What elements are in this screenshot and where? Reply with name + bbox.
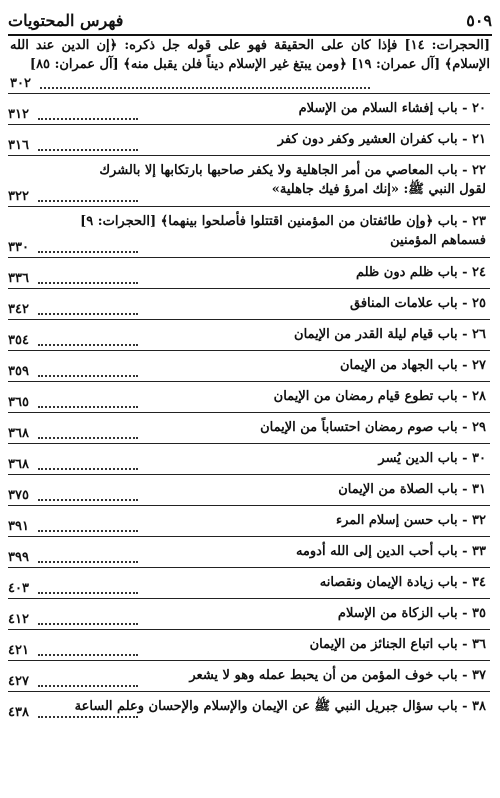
entry-page-ref: ٣٥٩ (8, 364, 29, 379)
entry-title: - باب قيام ليلة القدر من الإيمان (294, 327, 468, 342)
entry-number: ٢٤ (472, 265, 486, 280)
toc-entry (8, 691, 490, 722)
entry-number: ٢٦ (472, 327, 486, 342)
entry-title: - باب الزكاة من الإسلام (337, 606, 468, 621)
entry-title: - باب أحب الدين إلى الله أدومه (295, 544, 468, 559)
toc-page-ref: ٣٠٢ (10, 76, 31, 91)
toc-entry (8, 319, 490, 350)
entry-title: - باب المعاصي من أمر الجاهلية ولا يكفر صاحبها بارتكابها إلا بالشرك لقول النبي ﷺ: «إنك امرؤ فيك جاهلية» (99, 163, 486, 197)
leader-dots (38, 654, 138, 656)
entry-title: - باب خوف المؤمن من أن يحبط عمله وهو لا يشعر (189, 668, 468, 683)
leader-dots (40, 87, 370, 89)
leader-dots (38, 623, 138, 625)
entry-page-ref: ٣٩٩ (8, 550, 29, 565)
toc-entry (8, 288, 490, 319)
leader-dots (38, 437, 138, 439)
entry-page-ref: ٣٥٤ (8, 333, 29, 348)
entry-number: ٢٣ (472, 214, 486, 229)
entry-page-ref: ٣٦٨ (8, 457, 29, 472)
entry-number: ٣٣ (472, 544, 486, 559)
entry-page-ref: ٣١٦ (8, 138, 29, 153)
leader-dots (38, 592, 138, 594)
leader-dots (38, 200, 138, 202)
toc-entry (8, 443, 490, 474)
entry-number: ٣٨ (472, 699, 486, 714)
entry-title: - باب تطوع قيام رمضان من الإيمان (273, 389, 468, 404)
leader-dots (38, 149, 138, 151)
toc-continuation (8, 36, 490, 93)
entry-number: ٣٠ (472, 451, 486, 466)
entry-page-ref: ٣٩١ (8, 519, 29, 534)
entry-page-ref: ٣٢٢ (8, 189, 29, 204)
toc-entry (8, 474, 490, 505)
entry-title: - باب علامات المنافق (350, 296, 468, 311)
entry-number: ٢٨ (472, 389, 486, 404)
toc-entry (8, 155, 490, 206)
leader-dots (38, 406, 138, 408)
leader-dots (38, 313, 138, 315)
entry-title: - باب كفران العشير وكفر دون كفر (277, 132, 468, 147)
leader-dots (38, 530, 138, 532)
entry-title: - باب الدين يُسر (378, 451, 468, 466)
entry-page-ref: ٤١٢ (8, 612, 29, 627)
entry-title: - باب الجهاد من الإيمان (339, 358, 468, 373)
entry-title: - باب صوم رمضان احتساباً من الإيمان (260, 420, 468, 435)
running-title: فهرس المحتويات (8, 10, 124, 30)
toc-entry (8, 350, 490, 381)
entry-title: - باب إفشاء السلام من الإسلام (298, 101, 468, 116)
entry-number: ٣٦ (472, 637, 486, 652)
entry-page-ref: ٣٦٨ (8, 426, 29, 441)
entry-page-ref: ٤٢١ (8, 643, 29, 658)
leader-dots (38, 375, 138, 377)
entry-number: ٢٩ (472, 420, 486, 435)
leader-dots (38, 561, 138, 563)
entry-number: ٣٢ (472, 513, 486, 528)
leader-dots (38, 685, 138, 687)
leader-dots (38, 499, 138, 501)
toc-entry (8, 93, 490, 124)
continuation-text: [الحجرات: ١٤] فإذا كان على الحقيقة فهو على قوله جل ذكره: ﴿إن الدين عند الله الإسلام﴾ [آل عمران: ١٩] ﴿ومن يبتغ غير الإسلام ديناً فلن يقبل منه﴾ [آل عمران: ٨٥] (10, 38, 490, 72)
entry-title: - باب الصلاة من الإيمان (338, 482, 468, 497)
leader-dots (38, 716, 138, 718)
entry-title: - باب ﴿وإن طائفتان من المؤمنين اقتتلوا فأصلحوا بينهما﴾ [الحجرات: ٩] فسماهم المؤمنين (80, 214, 486, 248)
toc-entry (8, 381, 490, 412)
entry-number: ٢١ (472, 132, 486, 147)
entry-title: - باب زيادة الإيمان ونقصانه (319, 575, 468, 590)
entry-page-ref: ٣٣٠ (8, 240, 29, 255)
toc-entry (8, 567, 490, 598)
toc-entry (8, 257, 490, 288)
leader-dots (38, 468, 138, 470)
page-header (8, 6, 492, 36)
toc-entry (8, 536, 490, 567)
toc-entry (8, 206, 490, 257)
toc-entry (8, 598, 490, 629)
entry-page-ref: ٣٦٥ (8, 395, 29, 410)
page-number: ٥٠٩ (466, 10, 492, 30)
entry-number: ٢٢ (472, 163, 486, 178)
entry-title: - باب سؤال جبريل النبي ﷺ عن الإيمان والإسلام والإحسان وعلم الساعة (74, 699, 468, 714)
leader-dots (38, 282, 138, 284)
entry-page-ref: ٣٤٢ (8, 302, 29, 317)
entry-number: ٣١ (472, 482, 486, 497)
entry-number: ٢٠ (472, 101, 486, 116)
toc-entry (8, 505, 490, 536)
table-of-contents (8, 36, 490, 722)
leader-dots (38, 344, 138, 346)
entry-title: - باب اتباع الجنائز من الإيمان (309, 637, 468, 652)
toc-entry (8, 412, 490, 443)
entry-number: ٣٧ (472, 668, 486, 683)
continuation-page-row (10, 74, 490, 93)
entry-title: - باب ظلم دون ظلم (355, 265, 468, 280)
leader-dots (38, 118, 138, 120)
entry-number: ٣٤ (472, 575, 486, 590)
entry-page-ref: ٣٣٦ (8, 271, 29, 286)
entry-number: ٢٥ (472, 296, 486, 311)
entry-page-ref: ٤٣٨ (8, 705, 29, 720)
toc-entry (8, 660, 490, 691)
entry-page-ref: ٣٧٥ (8, 488, 29, 503)
entry-number: ٣٥ (472, 606, 486, 621)
toc-entry (8, 124, 490, 155)
entry-number: ٢٧ (472, 358, 486, 373)
leader-dots (38, 251, 138, 253)
entry-page-ref: ٣١٢ (8, 107, 29, 122)
toc-entries (8, 93, 490, 722)
entry-page-ref: ٤٢٧ (8, 674, 29, 689)
toc-entry (8, 629, 490, 660)
entry-title: - باب حسن إسلام المرء (335, 513, 468, 528)
entry-page-ref: ٤٠٣ (8, 581, 29, 596)
